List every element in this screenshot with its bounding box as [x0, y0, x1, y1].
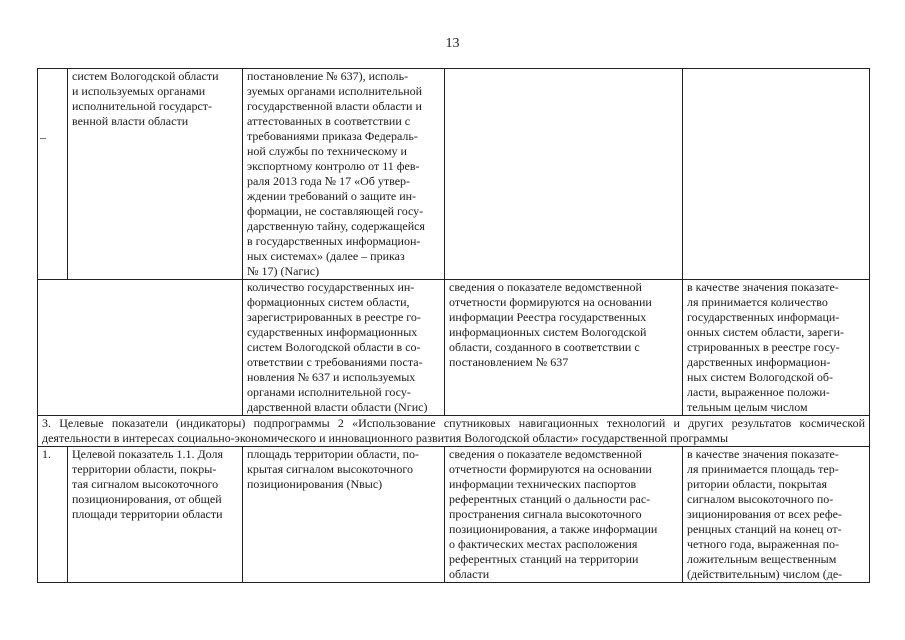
section-heading: 3. Целевые показатели (индикаторы) подпрограммы 2 «Использование спутниковых навигационных технологий и других результатов космической деятельности в интересах социально-экономического и инновационного развития Вологодской области» государственной программы [38, 416, 870, 447]
merged-empty-cell [38, 280, 243, 416]
indicator-definition-cell: площадь территории области, по- крытая сигналом высокоточного позиционирования (Nвыс) [243, 447, 445, 583]
row-number [38, 69, 68, 280]
table-row [38, 69, 870, 280]
indicator-definition-cell: постановление № 637), исполь- зуемых органами исполнительной государственной власти области и аттестованных в соответствии с требованиями приказа Федераль- ной службы по техническому и экспортному контролю от 11 фев- раля 2013 года № 17 «Об утвер- ждении требований о защите ин- формации, не составляющей госу- дарственную тайну, содержащейся в государственных информацион- ных системах» (далее – приказ № 17) (Nагис) [243, 69, 445, 280]
calculation-method-cell [683, 69, 870, 280]
data-source-cell: сведения о показателе ведомственной отчетности формируются на основании информации технических паспортов референтных станций о дальности рас- пространения сигнала высокоточного позиционирования, а также информации о фактических местах расположения референтных станций на территории области [445, 447, 683, 583]
row-number: 1. [38, 447, 68, 583]
data-source-cell [445, 69, 683, 280]
calculation-method-cell: в качестве значения показате- ля принимается количество государственных информаци- онных систем области, зареги- стрированных в реестре госу- дарственных информацион- ных систем Вологодской об- ласти, выраженное положи- тельным целым числом [683, 280, 870, 416]
indicators-table [37, 68, 870, 583]
indicator-name-cell: систем Вологодской области и используемых органами исполнительной государст- венной власти области [68, 69, 243, 280]
indicator-definition-cell: количество государственных ин- формационных систем области, зарегистрированных в реестре го- сударственных информационных систем Вологодской области в со- ответствии с требованиями поста- новления № 637 и используемых органами исполнительной госу- дарственной власти области (Nгис) [243, 280, 445, 416]
data-source-cell: сведения о показателе ведомственной отчетности формируются на основании информации Реестра государственных информационных систем Вологодской области, созданного в соответствии с постановлением № 637 [445, 280, 683, 416]
page-number: 13 [445, 36, 460, 51]
calculation-method-cell: в качестве значения показате- ля принимается площадь тер- ритории области, покрытая сигналом высокоточного по- зиционирования от всех рефе- ренцных станций на конец от- четного года, выраженная по- ложительным вещественным (действительным) числом (де- [683, 447, 870, 583]
table-row [38, 447, 870, 583]
section-header-row [38, 416, 870, 447]
table-row [38, 280, 870, 416]
indicator-name-cell: Целевой показатель 1.1. Доля территории области, покры- тая сигналом высокоточного позиционирования, от общей площади территории области [68, 447, 243, 583]
